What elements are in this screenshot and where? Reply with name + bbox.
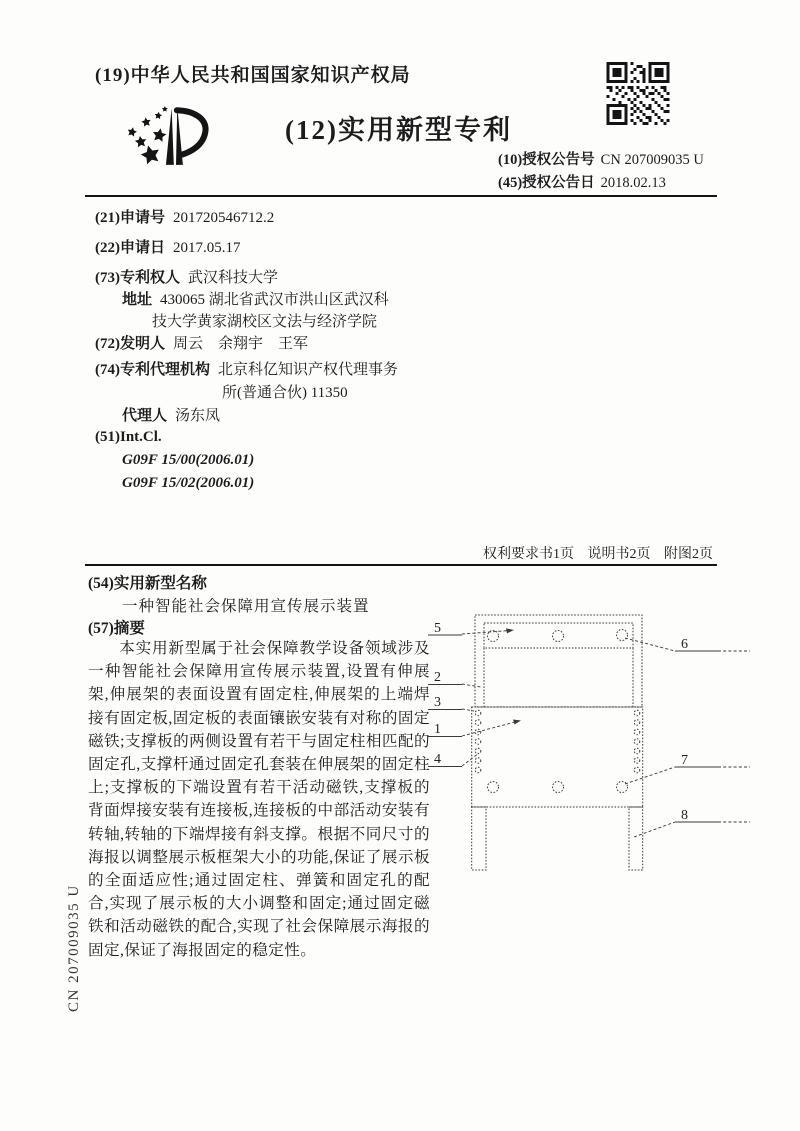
frame-outer [475,615,642,707]
int-cl-label: (51)Int.Cl. [95,429,162,445]
ipc-class-2 [122,475,254,492]
figure-callout-1: 1 [434,722,441,737]
figure-callout-4: 4 [434,752,441,767]
support-board [472,707,643,807]
publication-date-line [498,171,666,192]
application-number-line [95,206,274,227]
address-line-2 [152,310,377,331]
application-number: 201720546712.2 [173,210,275,226]
abstract-section-label: (57)摘要 [88,620,145,637]
application-date-line [95,236,241,257]
fixing-plate [484,623,633,648]
agency-name-1: 北京科亿知识产权代理事务 [218,362,399,378]
ipc-class-1 [122,452,254,469]
left-leg [472,807,486,870]
arrow-1 [513,720,521,725]
application-number-label: (21)申请号 [95,210,165,226]
right-leg [629,807,643,870]
address-value-1: 430065 湖北省武汉市洪山区武汉科 [160,292,389,308]
figure-callout-8: 8 [681,808,688,823]
agency-label: (74)专利代理机构 [95,362,210,378]
publication-date: 2018.02.13 [600,175,666,191]
agency-name-2: 所(普通合伙) 11350 [222,385,348,401]
vertical-publication-number: CN 207009035 U [66,884,82,1012]
mid-divider [85,564,717,566]
agent-label: 代理人 [122,408,168,424]
figure-callout-5: 5 [434,621,441,636]
logo-stars [127,106,168,165]
figure-callout-2: 2 [434,670,441,685]
document-type-title: (12)实用新型专利 [285,115,512,145]
publication-number-line [498,148,704,169]
qr-code [605,62,671,130]
header-divider [85,195,717,197]
address-line-1 [122,288,389,309]
application-date: 2017.05.17 [173,240,241,256]
application-date-label: (22)申请日 [95,240,165,256]
int-cl-line [95,429,162,446]
figure-callout-7: 7 [681,753,688,768]
figure-callout-3: 3 [434,695,441,710]
inventors-label: (72)发明人 [95,336,165,352]
abstract-figure [428,585,768,882]
patent-office-name: (19)中华人民共和国国家知识产权局 [95,65,411,86]
abstract-text: 本实用新型属于社会保障教学设备领域涉及一种智能社会保障用宣传展示装置,设置有伸展架,伸展架的表面设置有固定柱,伸展架的上端焊接有固定板,固定板的表面镶嵌安装有对称的固定磁铁;支撑板的两侧设置有若干与固定柱相匹配的固定孔,支撑杆通过固定孔套装在伸展架的固定柱上;支撑板的下端设置有若干活动磁铁,支撑板的背面焊接安装有连接板,连接板的中部活动安装有转轴,转轴的下端焊接有斜支撑。根据不同尺寸的海报以调整展示板框架大小的功能,保证了展示板的全面适应性;通过固定柱、弹簧和固定孔的配合,实现了展示板的大小调整和固定;通过固定磁铁和活动磁铁的配合,实现了社会保障展示海报的固定,保证了海报固定的稳定性。 [88,640,430,959]
inventors-line [95,332,308,353]
address-value-2: 技大学黄家湖校区文法与经济学院 [152,314,378,330]
sipo-logo [100,96,210,183]
patentee: 武汉科技大学 [188,270,279,286]
inventors: 周云 余翔宇 王军 [173,336,309,352]
arrow-5 [506,628,514,633]
publication-number: CN 207009035 U [600,152,704,168]
figure-callout-6: 6 [681,637,688,652]
publication-date-label: (45)授权公告日 [498,175,595,191]
patentee-line [95,266,278,287]
invention-title: 一种智能社会保障用宣传展示装置 [122,598,370,615]
patentee-label: (73)专利权人 [95,270,180,286]
ipc-class-2-value: G09F 15/02(2006.01) [122,475,255,491]
agent-line [122,404,220,425]
ipc-class-1-value: G09F 15/00(2006.01) [122,452,255,468]
title-section-label: (54)实用新型名称 [88,575,207,592]
page-counts: 权利要求书1页 说明书2页 附图2页 [483,547,713,562]
address-label: 地址 [122,292,153,308]
publication-number-label: (10)授权公告号 [498,152,595,168]
agent: 汤东凤 [175,408,221,424]
agency-line-1 [95,358,398,379]
logo-tower [166,107,206,165]
agency-line-2 [222,381,348,402]
